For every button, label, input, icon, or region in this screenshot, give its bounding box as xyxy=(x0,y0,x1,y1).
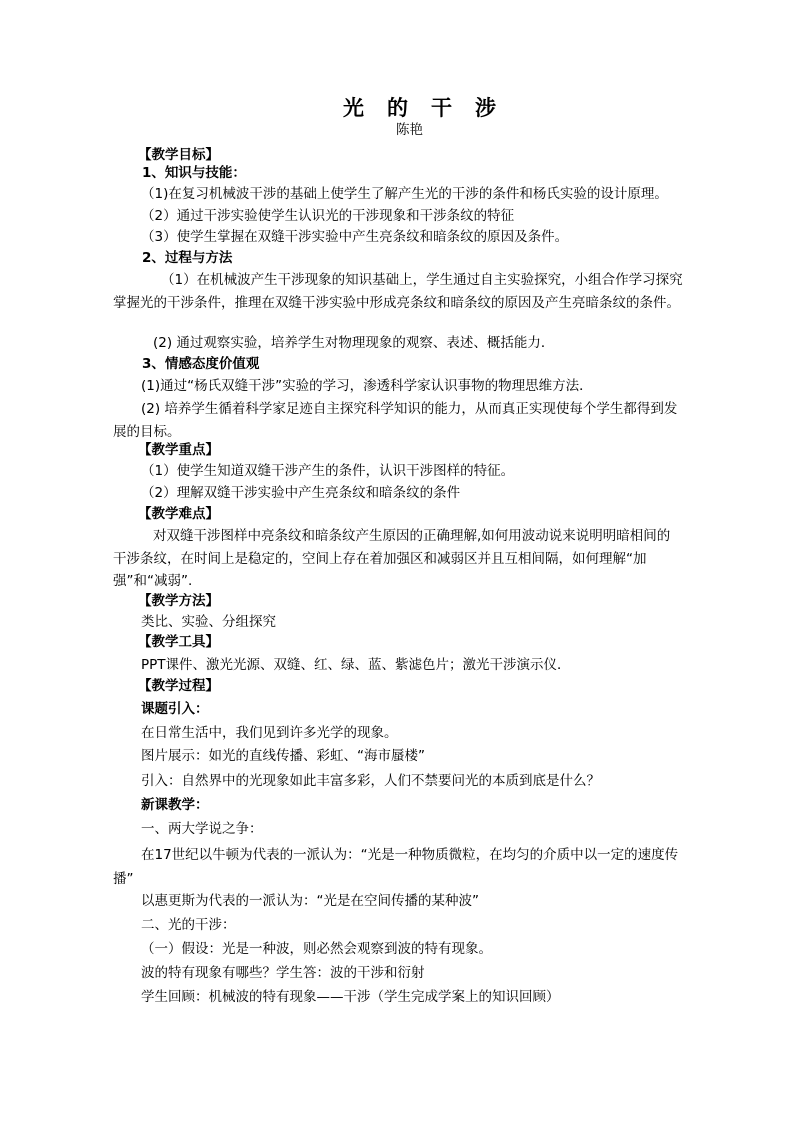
intro-line: 在日常生活中，我们见到许多光学的现象。 xyxy=(141,725,398,741)
process-heading: 2、过程与方法 xyxy=(142,250,233,266)
difficulty-text: 对双缝干涉图样中亮条纹和暗条纹产生原因的正确理解,如何用波动说来说明明暗相间的干涉条纹，在时间上是稳定的，空间上存在着加强区和减弱区并且互相间隔，如何理解“加强”和“减弱”. xyxy=(113,528,671,589)
process-header: 【教学过程】 xyxy=(138,678,219,694)
emotion-item: (2) 培养学生循着科学家足迹自主探究科学知识的能力，从而真正实现使每个学生都得到发展的目标。 xyxy=(113,401,678,440)
new-heading: 新课教学： xyxy=(141,797,209,813)
knowledge-item: （2）通过干涉实验使学生认识光的干涉现象和干涉条纹的特征 xyxy=(141,208,515,224)
tools-header: 【教学工具】 xyxy=(138,634,219,650)
author: 陈艳 xyxy=(396,122,423,138)
review-text: 学生回顾：机械波的特有现象——干涉（学生完成学案上的知识回顾） xyxy=(141,989,560,1005)
method-header: 【教学方法】 xyxy=(138,593,219,609)
method-text: 类比、实验、分组探究 xyxy=(141,614,276,630)
difficulty-header: 【教学难点】 xyxy=(138,506,219,522)
intro-line: 图片展示：如光的直线传播、彩虹、“海市蜃楼” xyxy=(141,748,425,764)
intro-heading: 课题引入： xyxy=(141,701,209,717)
key-header: 【教学重点】 xyxy=(138,442,219,458)
emotion-item: (1)通过“杨氏双缝干涉”实验的学习，渗透科学家认识事物的物理思维方法． xyxy=(141,378,593,394)
question-text: 波的特有现象有哪些？学生答：波的干涉和衍射 xyxy=(141,965,425,981)
process-item: （1）在机械波产生干涉现象的知识基础上，学生通过自主实验探究，小组合作学习探究掌握光的干涉条件，推理在双缝干涉实验中形成亮条纹和暗条纹的原因及产生亮暗条纹的条件。 xyxy=(113,272,683,311)
tools-text: PPT课件、激光光源、双缝、红、绿、蓝、紫滤色片；激光干涉演示仪． xyxy=(141,657,571,673)
section2-title: 二、光的干涉： xyxy=(141,917,236,933)
key-item: （2）理解双缝干涉实验中产生亮条纹和暗条纹的条件 xyxy=(141,485,461,501)
knowledge-item: （1)在复习机械波干涉的基础上使学生了解产生光的干涉的条件和杨氏实验的设计原理。 xyxy=(141,186,668,202)
huygens-text: 以惠更斯为代表的一派认为：“光是在空间传播的某种波” xyxy=(141,893,479,909)
hypothesis-text: （一）假设：光是一种波，则必然会观察到波的特有现象。 xyxy=(141,941,492,957)
objectives-header: 【教学目标】 xyxy=(138,147,219,163)
intro-line: 引入：自然界中的光现象如此丰富多彩，人们不禁要问光的本质到底是什么？ xyxy=(141,773,600,789)
emotion-heading: 3、情感态度价值观 xyxy=(142,356,260,372)
knowledge-item: （3）使学生掌握在双缝干涉实验中产生亮条纹和暗条纹的原因及条件。 xyxy=(141,229,569,245)
newton-text: 在17世纪以牛顿为代表的一派认为：“光是一种物质微粒，在均匀的介质中以一定的速度传播” xyxy=(113,847,679,887)
key-item: （1）使学生知道双缝干涉产生的条件，认识干涉图样的特征。 xyxy=(141,463,515,479)
process-item: (2) 通过观察实验，培养学生对物理现象的观察、表述、概括能力． xyxy=(153,335,555,351)
document-title: 光 的 干 涉 xyxy=(343,95,497,120)
knowledge-heading: 1、知识与技能： xyxy=(142,165,246,181)
section1-title: 一、两大学说之争： xyxy=(141,821,263,837)
